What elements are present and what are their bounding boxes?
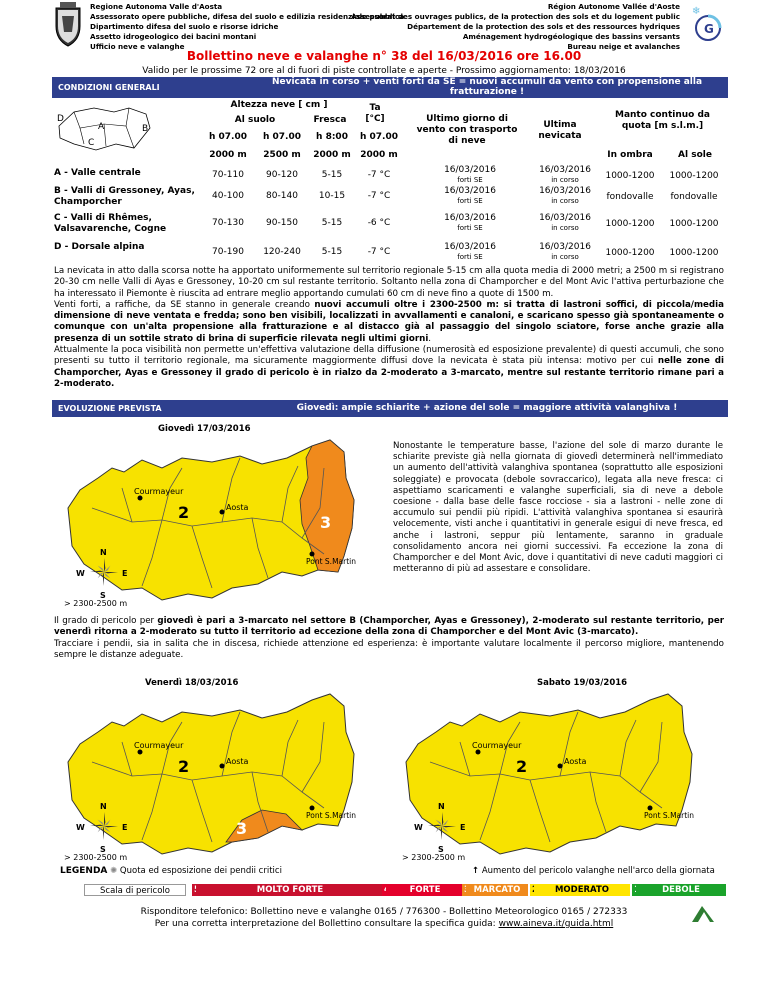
compass-s: S — [100, 591, 106, 600]
head-ground: Al suolo — [234, 115, 276, 125]
city-label: Aosta — [564, 757, 587, 766]
pont-st-martin-dot — [648, 806, 653, 811]
fresh-snow: 10-15 — [318, 191, 346, 201]
report-paragraph-2c: . — [428, 333, 432, 344]
footer-phone: Risponditore telefonico: Bollettino neve e valanghe 0165 / 776300 - Bollettino Meteorologico 0165 / 272333 — [140, 907, 628, 917]
wind-date: 16/03/2016 — [444, 213, 496, 223]
compass-s: S — [100, 845, 106, 854]
last-snow-note: in corso — [551, 224, 579, 232]
danger-level-label: 3 — [236, 819, 248, 838]
svg-text:❄: ❄ — [692, 6, 701, 17]
zone-letter-d: D — [57, 114, 64, 124]
region-area — [68, 694, 354, 854]
compass-w: W — [76, 569, 85, 578]
snow-depth-2500: 120-240 — [263, 247, 301, 257]
city-label: Courmayeur — [134, 741, 184, 750]
header-right-line: Bureau neige et avalanches — [567, 42, 680, 51]
legend-right — [472, 866, 715, 876]
last-snow-note: in corso — [551, 253, 579, 261]
region-area — [406, 694, 692, 854]
day1-description: Nonostante le temperature basse, l'azione del sole di marzo durante le schiarite previste già nella giornata di giovedì determinerà nell'immediato un aumento dell'attività valanghiva spontanea (soprattutto alle esposizioni soleggiate) e provocata (debole sovraccarico), legata alla neve fresca: ci aspettiamo scaricamenti e valanghe superficiali, sia di neve a debole coesione - dalla base delle fasce rocciose - sia a lastroni - nelle zone di accumulo sui pendii più ripidi. L'attività valanghiva spontanea si esaurirà velocemente, visti anche i quantitativi in generale esigui di neve fresca, ed anche i lastroni, seppur più lentamente, saranno in graduale consolidamento ancora nei giorni successivi. Fa eccezione la zona di Champorcher e del Mont Avic, dove i quantitativi di neve caduti maggiori ci metteranno di più ad assestare e consolidare. — [393, 441, 723, 575]
courmayeur-dot — [138, 750, 143, 755]
courmayeur-dot — [476, 750, 481, 755]
manto-sun: fondovalle — [670, 192, 718, 202]
danger-level-label: MODERATO — [534, 884, 630, 896]
zone-letter-c: C — [88, 138, 95, 148]
altitude-label: 2000 m — [313, 150, 351, 160]
aineva-footer-logo — [690, 902, 716, 928]
zone-name: D - Dorsale alpina — [54, 242, 145, 252]
altitude-note: > 2300-2500 m — [64, 853, 128, 862]
header-left-line: Regione Autonoma Valle d'Aosta — [90, 2, 223, 11]
zone-name: A - Valle centrale — [54, 168, 141, 178]
wind-date: 16/03/2016 — [444, 186, 496, 196]
head-snow: Altezza neve [ cm ] — [230, 100, 328, 110]
compass-e: E — [460, 823, 466, 832]
evolution-bar — [52, 400, 728, 417]
advice-text: Tracciare i pendii, sia in salita che in discesa, richiede attenzione ed esperienza: è importante valutare localmente il percorso migliore, mantenendo sempre le distanze adeguate. — [54, 638, 724, 660]
compass-n: N — [100, 548, 107, 557]
compass-rose-icon: ✺ — [110, 866, 118, 876]
wind-note: forti SE — [457, 224, 483, 232]
wind-note: forti SE — [457, 197, 483, 205]
city-label: Courmayeur — [472, 741, 522, 750]
head-manto: Manto continuo da quota [m s.l.m.] — [614, 110, 710, 131]
snowpack-report — [54, 266, 724, 390]
header-right-line: Aménagement hydrogéologique des bassins versants — [462, 32, 680, 41]
footer — [0, 906, 768, 930]
fresh-snow: 5-15 — [321, 247, 343, 257]
manto-shade: 1000-1200 — [605, 248, 655, 258]
last-snow-note: in corso — [551, 197, 579, 205]
zone-letter-b: B — [142, 124, 149, 134]
last-snow-date: 16/03/2016 — [539, 242, 591, 252]
wind-date: 16/03/2016 — [444, 165, 496, 175]
last-snow-date: 16/03/2016 — [539, 165, 591, 175]
day2-danger-map — [62, 692, 382, 864]
pont-st-martin-dot — [310, 552, 315, 557]
city-label: Aosta — [226, 757, 249, 766]
city-label: Pont S.Martin — [644, 811, 694, 820]
time-label: h 07.00 — [359, 132, 398, 142]
header-left-line: Assetto idrogeologico dei bacini montani — [90, 32, 257, 41]
compass-w: W — [414, 823, 423, 832]
compass-e: E — [122, 823, 128, 832]
danger-level-label: DEBOLE — [636, 884, 726, 896]
danger-level-label: FORTE — [386, 884, 464, 896]
last-snow-date: 16/03/2016 — [539, 213, 591, 223]
city-label: Pont S.Martin — [306, 811, 356, 820]
report-paragraph-1: La nevicata in atto dalla scorsa notte ha apportato uniformemente sul territorio regionale 5-15 cm alla quota media di 2000 metri; a 2500 m si registrano 20-30 cm nelle Valli di Ayas e Gressoney, 10-20 cm sul restante territorio. Soltanto nella zona di Champorcher e del Mont Avic l'attiva perturbazione che ha interessato il Piemonte è riuscita ad entrare meglio apportando cumulati 60 cm di neve fino a quote di 1500 m. — [54, 266, 724, 299]
day1-danger-map — [62, 438, 382, 610]
zone-letter-a: A — [98, 122, 105, 132]
scale-label: Scala di pericolo — [84, 884, 186, 896]
wind-note: forti SE — [457, 253, 483, 261]
header-left-line: Assessorato opere pubbliche, difesa del suolo e edilizia residenziale pubblica — [90, 12, 405, 21]
head-wind: Ultimo giorno di vento con trasporto di neve — [416, 114, 518, 146]
legend-title: LEGENDA — [60, 866, 108, 876]
report-paragraph-3a: Attualmente la poca visibilità non permette un'effettiva valutazione della diffusione (numerosità ed esposizione prevalente) di questi accumuli, che sono presenti su tutto il territorio regionale, ma sicuramente maggiormente diffusi dove la nevicata è stata più intensa: motivo per cui — [54, 345, 724, 367]
air-temperature: -6 °C — [367, 218, 391, 228]
region-coat-of-arms — [53, 2, 83, 48]
aineva-logo — [690, 2, 722, 48]
manto-sun: 1000-1200 — [669, 219, 719, 229]
wind-note: forti SE — [457, 176, 483, 184]
conditions-label: CONDIZIONI GENERALI — [58, 83, 160, 92]
svg-text:G: G — [704, 22, 714, 36]
danger-level-label: MARCATO — [466, 884, 528, 896]
wind-date: 16/03/2016 — [444, 242, 496, 252]
courmayeur-dot — [138, 496, 143, 501]
compass-n: N — [438, 802, 445, 811]
danger-summary-a: Il grado di pericolo per — [54, 616, 158, 626]
header-right — [351, 2, 680, 52]
compass-s: S — [438, 845, 444, 854]
last-snow-note: in corso — [551, 176, 579, 184]
manto-shade: 1000-1200 — [605, 219, 655, 229]
city-label: Courmayeur — [134, 487, 184, 496]
report-paragraph-2b: nuovi accumuli oltre i 2300-2500 m: si tratta di lastroni soffici, di piccola/media dimensione di neve ventata e fredda; sono ben visibili, localizzati in avvallamenti e canaloni, e scaricano spesso già spontaneamente o comunque con un'alta propensione alla fratturazione e al distacco già al passaggio del singolo sciatore, forse anche grazie alla presenza di un sottile strato di brina di superficie rilevata negli ultimi giorni — [54, 299, 724, 344]
snow-depth-2000: 70-110 — [212, 170, 244, 180]
zone-map — [54, 104, 154, 154]
altitude-label: 2000 m — [360, 150, 398, 160]
time-label: h 07.00 — [262, 132, 301, 142]
fresh-snow: 5-15 — [321, 218, 343, 228]
fresh-snow: 5-15 — [321, 170, 343, 180]
altitude-note: > 2300-2500 m — [402, 853, 466, 862]
head-sun: Al sole — [678, 150, 712, 160]
city-label: Aosta — [226, 503, 249, 512]
aosta-dot — [558, 764, 563, 769]
bulletin-title: Bollettino neve e valanghe n° 38 del 16/03/2016 ore 16.00 — [186, 49, 582, 63]
header-right-line: Région Autonome Vallée d'Aoste — [547, 2, 680, 11]
arrow-up-icon: ↑ — [472, 866, 480, 876]
snow-depth-2000: 70-190 — [212, 247, 244, 257]
compass-w: W — [76, 823, 85, 832]
snow-depth-2500: 90-120 — [266, 170, 298, 180]
head-ta-unit: [°C] — [365, 114, 385, 124]
air-temperature: -7 °C — [367, 191, 391, 201]
conditions-headline: Nevicata in corso + venti forti da SE = nuovi accumuli da vento con propensione alla fratturazione ! — [271, 77, 703, 97]
header-left-line: Dipartimento difesa del suolo e risorse idriche — [90, 22, 279, 31]
snow-depth-2000: 40-100 — [212, 191, 244, 201]
footer-guide-text: Per una corretta interpretazione del Bollettino consultare la specifica guida: — [154, 919, 499, 929]
zone-name: B - Valli di Gressoney, Ayas, Champorcher — [54, 186, 195, 207]
danger-level-label: 2 — [178, 757, 190, 776]
day3-title: Sabato 19/03/2016 — [537, 678, 628, 688]
header-right-line: Département de la protection des sols et des ressources hydriques — [407, 22, 680, 31]
danger-level-label: 3 — [320, 513, 332, 532]
aosta-dot — [220, 764, 225, 769]
report-paragraph-2a: Venti forti, a raffiche, da SE stanno in generale creando — [54, 299, 315, 310]
legend-exposure: Quota ed esposizione dei pendii critici — [119, 866, 282, 876]
legend-left — [60, 866, 282, 876]
time-label: h 8:00 — [316, 132, 348, 142]
snow-depth-2500: 90-150 — [266, 218, 298, 228]
report-paragraph-3b: nelle zone di Champorcher, Ayas e Gressoney il grado di pericolo è in rialzo da 2-moderato a 3-marcato, mentre sul restante territorio rimane pari a 2-moderato. — [54, 356, 724, 389]
compass-e: E — [122, 569, 128, 578]
altitude-label: 2000 m — [209, 150, 247, 160]
danger-level-label: MOLTO FORTE — [196, 884, 384, 896]
day1-title: Giovedì 17/03/2016 — [158, 424, 251, 434]
altitude-note: > 2300-2500 m — [64, 599, 128, 608]
day3-danger-map — [400, 692, 720, 864]
footer-guide — [0, 918, 768, 930]
danger-level-label: 2 — [516, 757, 528, 776]
danger-level-label: 2 — [178, 503, 190, 522]
head-shade: In ombra — [607, 150, 653, 160]
legend-increase: Aumento del pericolo valanghe nell'arco della giornata — [481, 866, 715, 876]
manto-sun: 1000-1200 — [669, 248, 719, 258]
evolution-label: EVOLUZIONE PREVISTA — [58, 404, 162, 413]
air-temperature: -7 °C — [367, 247, 391, 257]
aosta-dot — [220, 510, 225, 515]
head-ta: Ta — [369, 103, 381, 113]
time-label: h 07.00 — [208, 132, 247, 142]
danger-summary — [54, 616, 724, 661]
day2-title: Venerdì 18/03/2016 — [145, 678, 239, 688]
snow-depth-2500: 80-140 — [266, 191, 298, 201]
header-right-line: Assessorat des ouvrages publics, de la protection des sols et du logement public — [351, 12, 680, 21]
last-snow-date: 16/03/2016 — [539, 186, 591, 196]
head-last: Ultima nevicata — [538, 120, 582, 141]
altitude-label: 2500 m — [263, 150, 301, 160]
compass-n: N — [100, 802, 107, 811]
air-temperature: -7 °C — [367, 170, 391, 180]
header-left-line: Ufficio neve e valanghe — [90, 42, 185, 51]
validity-note: Valido per le prossime 72 ore al di fuori di piste controllate e aperte - Prossimo aggiornamento: 18/03/2016 — [142, 66, 626, 76]
conditions-bar — [52, 77, 728, 98]
head-fresh: Fresca — [313, 115, 347, 125]
danger-summary-b: giovedì è pari a 3-marcato nel settore B (Champorcher, Ayas e Gressoney), 2-moderato sul restante territorio, per venerdì ritorna a 2-moderato su tutto il territorio ad eccezione della zona di Champorcher e del Mont Avic (3-marcato). — [54, 616, 724, 638]
pont-st-martin-dot — [310, 806, 315, 811]
manto-sun: 1000-1200 — [669, 171, 719, 181]
manto-shade: 1000-1200 — [605, 171, 655, 181]
manto-shade: fondovalle — [606, 192, 654, 202]
zone-name: C - Valli di Rhêmes, Valsavarenche, Cogne — [54, 213, 167, 234]
evolution-headline: Giovedì: ampie schiarite + azione del sole = maggiore attività valanghiva ! — [296, 403, 678, 413]
snow-depth-2000: 70-130 — [212, 218, 244, 228]
city-label: Pont S.Martin — [306, 557, 356, 566]
guide-link[interactable]: www.aineva.it/guida.html — [498, 919, 614, 929]
